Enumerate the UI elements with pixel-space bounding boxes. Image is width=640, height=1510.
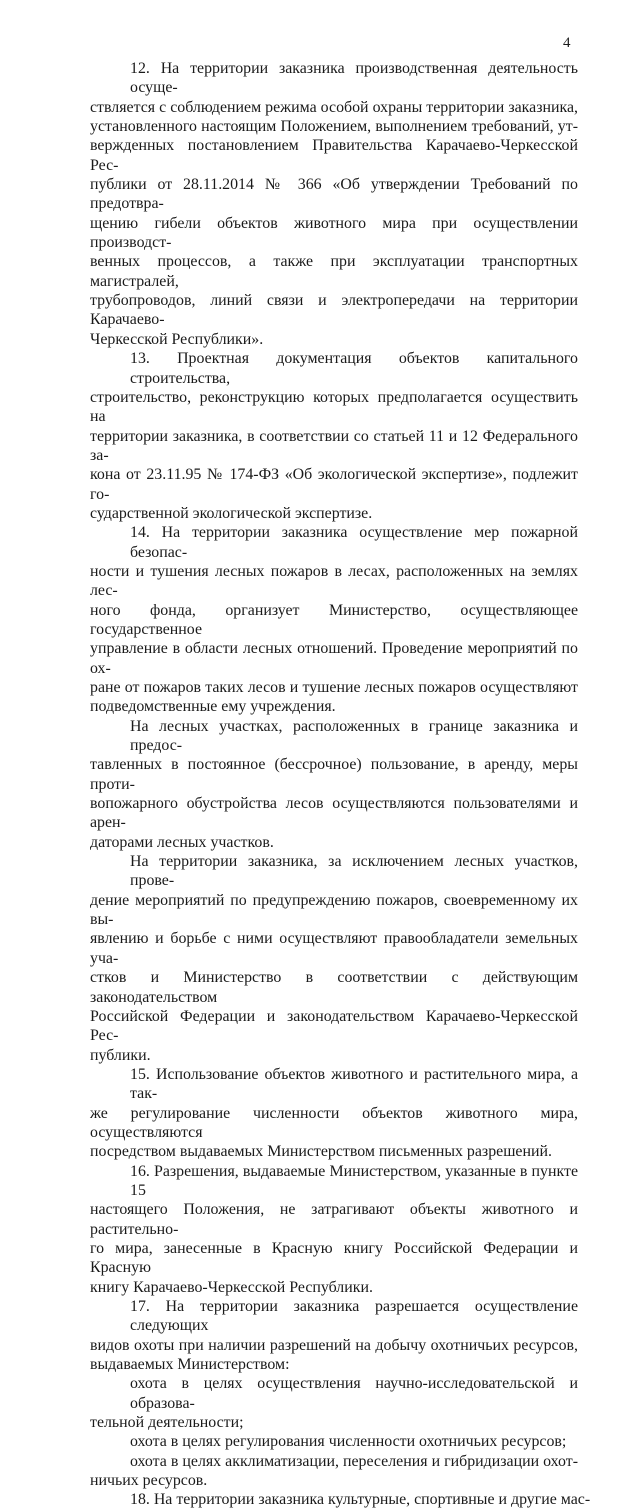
text-line: ствляется с соблюдением режима особой охраны территории заказника,: [90, 98, 578, 116]
text-line: явлению и борьбе с ними осуществляют правообладатели земельных уча-: [90, 930, 578, 967]
text-line: сударственной экологической экспертизе.: [90, 504, 373, 522]
text-line: Российской Федерации и законодательством Карачаево-Черкесской Рес-: [90, 1007, 578, 1045]
text-line: же регулирование численности объектов животного мира, осуществляются: [90, 1104, 578, 1141]
paragraph: [90, 1432, 578, 1451]
text-line: подведомственные ему учреждения.: [90, 698, 336, 716]
text-line: 12. На территории заказника производственная деятельность осуще-: [130, 60, 578, 97]
text-line: го мира, занесенные в Красную книгу Российской Федерации и Красную: [90, 1239, 578, 1277]
text-line: вержденных постановлением Правительства Карачаево-Черкесской Рес-: [90, 137, 578, 174]
text-line: тавленных в постоянное (бессрочное) пользование, в аренду, меры проти-: [90, 756, 578, 793]
text-line: ране от пожаров таких лесов и тушение лесных пожаров осуществляют: [90, 679, 578, 696]
text-line: публики.: [90, 1046, 151, 1064]
text-line: кона от 23.11.95 № 174-ФЗ «Об экологической экспертизе», подлежит го-: [90, 466, 578, 503]
paragraph: [90, 1162, 578, 1297]
text-line: трубопроводов, линий связи и электропередачи на территории Карачаево-: [90, 292, 578, 329]
text-line: ности и тушения лесных пожаров в лесах, расположенных на землях лес-: [90, 562, 578, 600]
text-line: 18. На территории заказника культурные, спортивные и другие мас-: [130, 1491, 591, 1509]
text-line: вопожарного обустройства лесов осуществляются пользователями и арен-: [90, 795, 578, 832]
text-line: выдаваемых Министерством:: [90, 1356, 290, 1374]
text-line: 13. Проектная документация объектов капитального строительства,: [130, 350, 578, 387]
text-line: стков и Министерство в соответствии с действующим законодательством: [90, 969, 578, 1006]
text-line: На лесных участках, расположенных в границе заказника и предос-: [130, 717, 578, 755]
text-line: ного фонда, организует Министерство, осуществляющее государственное: [90, 601, 578, 638]
paragraph: [90, 1065, 578, 1162]
paragraph: [90, 349, 578, 523]
text-line: дение мероприятий по предупреждению пожаров, своевременному их вы-: [90, 891, 578, 929]
text-line: видов охоты при наличии разрешений на добычу охотничьих ресурсов,: [90, 1336, 578, 1354]
paragraph: [90, 1490, 591, 1509]
text-line: строительство, реконструкцию которых предполагается осуществить на: [90, 388, 578, 426]
paragraph: [90, 1297, 578, 1374]
text-line: 17. На территории заказника разрешается осуществление следующих: [130, 1298, 578, 1335]
text-line: публики от 28.11.2014 № 366 «Об утверждении Требований по предотвра-: [90, 176, 578, 213]
text-line: Черкесской Республики».: [90, 330, 264, 348]
paragraph: [90, 59, 578, 349]
text-line: охота в целях осуществления научно-исследовательской и образова-: [130, 1375, 578, 1412]
text-line: ничьих ресурсов.: [90, 1472, 208, 1490]
paragraph: [90, 717, 578, 852]
text-line: посредством выдаваемых Министерством письменных разрешений.: [90, 1143, 552, 1161]
paragraph: [90, 1452, 578, 1491]
text-line: управление в области лесных отношений. Проведение мероприятий по ох-: [90, 640, 578, 677]
text-line: настоящего Положения, не затрагивают объекты животного и растительно-: [90, 1201, 578, 1238]
text-line: 15. Использование объектов животного и растительного мира, а так-: [130, 1065, 578, 1103]
text-line: 16. Разрешения, выдаваемые Министерством, указанные в пункте 15: [130, 1162, 578, 1199]
text-line: охота в целях регулирования численности охотничьих ресурсов;: [130, 1433, 567, 1451]
page-number: 4: [563, 35, 571, 51]
text-line: На территории заказника, за исключением лесных участков, прове-: [130, 853, 578, 890]
text-line: территории заказника, в соответствии со статьей 11 и 12 Федерального за-: [90, 427, 578, 464]
paragraph: [90, 523, 578, 716]
text-line: щению гибели объектов животного мира при осуществлении производст-: [90, 214, 578, 252]
text-line: даторами лесных участков.: [90, 833, 274, 851]
text-line: охота в целях акклиматизации, переселения и гибридизации охот-: [130, 1452, 578, 1470]
text-line: 14. На территории заказника осуществление мер пожарной безопас-: [130, 524, 578, 561]
text-line: тельной деятельности;: [90, 1414, 244, 1432]
document-body: [90, 59, 591, 1510]
paragraph: [90, 852, 578, 1065]
text-line: венных процессов, а также при эксплуатации транспортных магистралей,: [90, 253, 578, 290]
text-line: установленного настоящим Положением, выполнением требований, ут-: [90, 118, 578, 136]
text-line: книгу Карачаево-Черкесской Республики.: [90, 1278, 373, 1296]
paragraph: [90, 1374, 578, 1432]
